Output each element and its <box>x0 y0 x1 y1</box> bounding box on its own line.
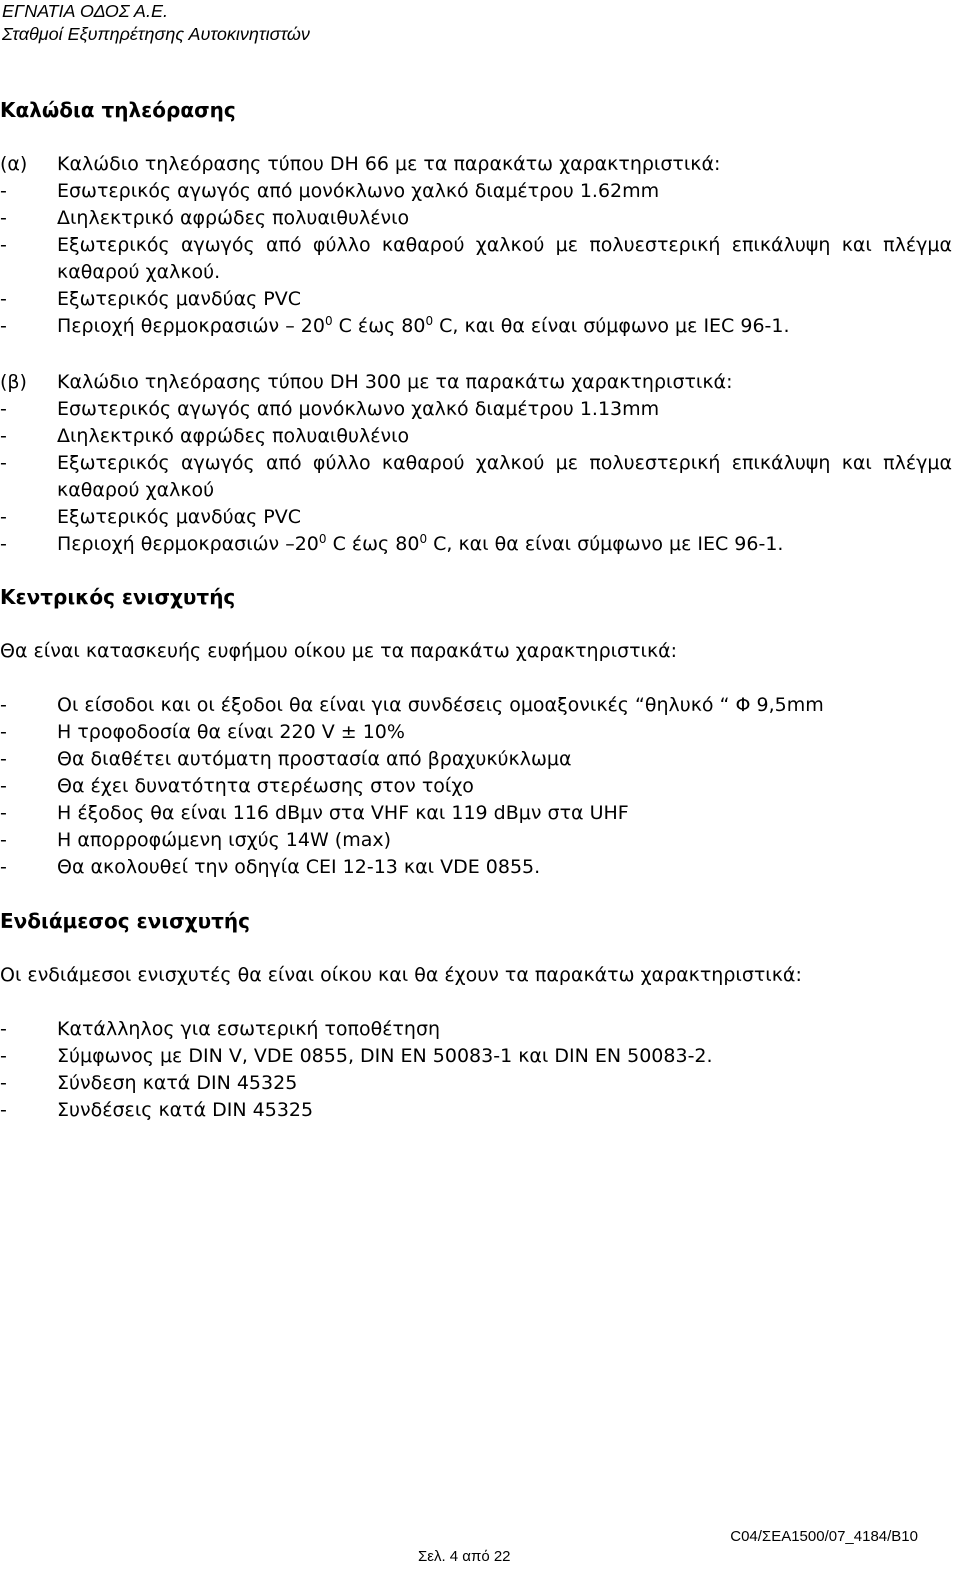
document-code: C04/ΣΕΑ1500/07_4184/B10 <box>730 1528 918 1545</box>
central-amp-bullet-3: Θα διαθέτει αυτόματη προστασία από βραχυκύκλωμα <box>57 748 572 770</box>
item-b-title: Καλώδιο τηλεόρασης τύπου DH 300 με τα παρακάτω χαρακτηριστικά: <box>57 371 733 393</box>
bullet-marker: - <box>0 398 7 420</box>
central-amp-bullet-7: Θα ακολουθεί την οδηγία CEI 12-13 και VDE 0855. <box>57 856 541 878</box>
intermediate-amp-bullet-4: Συνδέσεις κατά DIN 45325 <box>57 1099 314 1121</box>
bullet-marker: - <box>0 288 7 310</box>
bullet-marker: - <box>0 207 7 229</box>
central-amp-bullet-1: Οι είσοδοι και οι έξοδοι θα είναι για συνδέσεις ομοαξονικές “θηλυκό “ Φ 9,5mm <box>57 694 824 716</box>
item-b-bullet-2: Διηλεκτρικό αφρώδες πολυαιθυλένιο <box>57 425 410 447</box>
bullet-marker: - <box>0 506 7 528</box>
bullet-marker: - <box>0 829 7 851</box>
bullet-marker: - <box>0 452 7 474</box>
bullet-marker: - <box>0 315 7 337</box>
item-b-bullet-1: Εσωτερικός αγωγός από μονόκλωνο χαλκό διαμέτρου 1.13mm <box>57 398 660 420</box>
bullet-marker: - <box>0 694 7 716</box>
item-b-temperature: Περιοχή θερμοκρασιών $-20^0$ C έως $80^0$ C, και θα είναι σύμφωνο με IEC 96-1. <box>57 532 784 555</box>
item-a-bullet-4: Εξωτερικός μανδύας PVC <box>57 288 302 310</box>
central-amp-bullet-2: Η τροφοδοσία θα είναι 220 V ± 10% <box>57 721 405 743</box>
page-number: Σελ. 4 από 22 <box>418 1548 511 1565</box>
item-b-marker: (β) <box>0 371 27 393</box>
document-subtitle: Σταθμοί Εξυπηρέτησης Αυτοκινητιστών <box>2 24 310 44</box>
item-a-title: Καλώδιο τηλεόρασης τύπου DH 66 με τα παρακάτω χαρακτηριστικά: <box>57 153 721 175</box>
intermediate-amp-bullet-3: Σύνδεση κατά DIN 45325 <box>57 1072 298 1094</box>
bullet-marker: - <box>0 721 7 743</box>
heading-central-amplifier: Κεντρικός ενισχυτής <box>0 585 236 609</box>
item-b-bullet-3: Εξωτερικός αγωγός από φύλλο καθαρού χαλκού με πολυεστερική επικάλυψη και πλέγμα καθαρού χαλκού <box>57 452 952 501</box>
bullet-marker: - <box>0 775 7 797</box>
central-amp-bullet-4: Θα έχει δυνατότητα στερέωσης στον τοίχο <box>57 775 474 797</box>
item-a-bullet-3: Εξωτερικός αγωγός από φύλλο καθαρού χαλκού με πολυεστερική επικάλυψη και πλέγμα καθαρού χαλκού. <box>57 234 952 283</box>
central-amp-bullet-6: Η απορροφώμενη ισχύς 14W (max) <box>57 829 392 851</box>
heading-intermediate-amplifier: Ενδιάμεσος ενισχυτής <box>0 909 250 933</box>
bullet-marker: - <box>0 1018 7 1040</box>
central-amplifier-intro: Θα είναι κατασκευής ευφήμου οίκου με τα παρακάτω χαρακτηριστικά: <box>0 640 678 662</box>
intermediate-amplifier-intro: Οι ενδιάμεσοι ενισχυτές θα είναι οίκου και θα έχουν τα παρακάτω χαρακτηριστικά: <box>0 964 802 986</box>
bullet-marker: - <box>0 856 7 878</box>
item-a-marker: (α) <box>0 153 28 175</box>
bullet-marker: - <box>0 425 7 447</box>
item-a-bullet-2: Διηλεκτρικό αφρώδες πολυαιθυλένιο <box>57 207 410 229</box>
bullet-marker: - <box>0 1072 7 1094</box>
bullet-marker: - <box>0 234 7 256</box>
bullet-marker: - <box>0 1045 7 1067</box>
intermediate-amp-bullet-1: Κατάλληλος για εσωτερική τοποθέτηση <box>57 1018 441 1040</box>
item-b-bullet-4: Εξωτερικός μανδύας PVC <box>57 506 302 528</box>
bullet-marker: - <box>0 1099 7 1121</box>
intermediate-amp-bullet-2: Σύμφωνος με DIN V, VDE 0855, DIN EN 50083-1 και DIN EN 50083-2. <box>57 1045 713 1067</box>
item-a-temperature: Περιοχή θερμοκρασιών – $20^0$ C έως $80^0$ C, και θα είναι σύμφωνο με IEC 96-1. <box>57 314 790 337</box>
bullet-marker: - <box>0 802 7 824</box>
item-a-bullet-1: Εσωτερικός αγωγός από μονόκλωνο χαλκό διαμέτρου 1.62mm <box>57 180 660 202</box>
bullet-marker: - <box>0 748 7 770</box>
central-amp-bullet-5: Η έξοδος θα είναι 116 dBμν στα VHF και 119 dBμν στα UHF <box>57 802 629 824</box>
heading-tv-cables: Καλώδια τηλεόρασης <box>0 98 236 122</box>
bullet-marker: - <box>0 533 7 555</box>
bullet-marker: - <box>0 180 7 202</box>
company-name: ΕΓΝΑΤΙΑ ΟΔΟΣ Α.Ε. <box>2 1 168 21</box>
